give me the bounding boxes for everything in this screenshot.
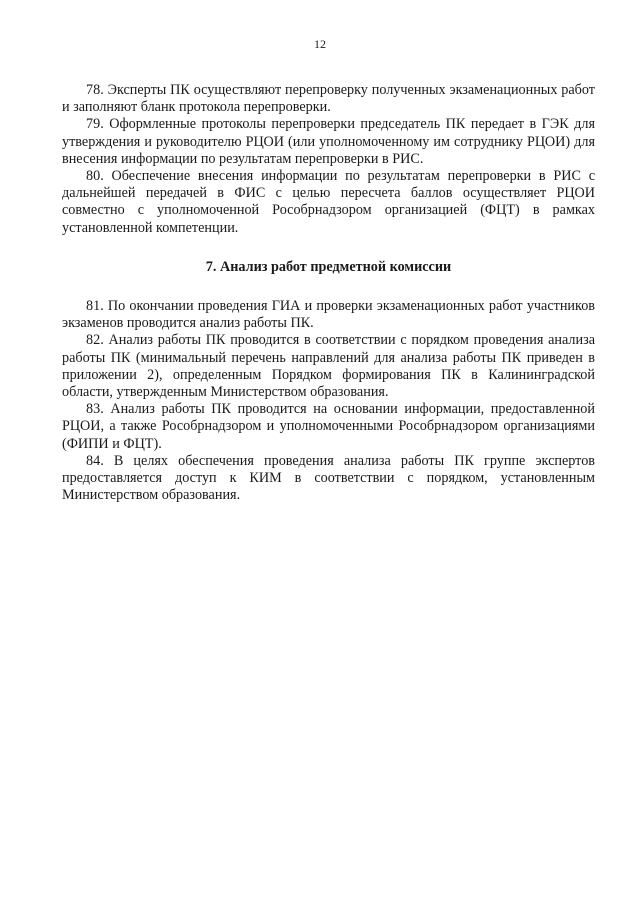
paragraph-79: 79. Оформленные протоколы перепроверки председатель ПК передает в ГЭК для утверждения и руководителю РЦОИ (или уполномоченному им сотруднику РЦОИ) для внесения информации по результатам перепроверки в РИС. <box>62 116 595 167</box>
paragraph-80: 80. Обеспечение внесения информации по результатам перепроверки в РИС с дальнейшей передачей в ФИС с целью пересчета баллов осуществляет РЦОИ совместно с уполномоченной Рособрнадзором организацией (ФЦТ) в рамках установленной компетенции. <box>62 168 595 236</box>
paragraph-84: 84. В целях обеспечения проведения анализа работы ПК группе экспертов предоставляется доступ к КИМ в соответствии с порядком, установленным Министерством образования. <box>62 452 595 504</box>
paragraph-82: 82. Анализ работы ПК проводится в соответствии с порядком проведения анализа работы ПК (минимальный перечень направлений для анализа работы ПК приведен в приложении 2), определенным Порядком формирования ПК в Калининградской области, утвержденным Министерством образования. <box>62 332 595 401</box>
paragraph-78: 78. Эксперты ПК осуществляют перепроверку полученных экзаменационных работ и заполняют бланк протокола перепроверки. <box>62 82 595 116</box>
section-heading: 7. Анализ работ предметной комиссии <box>205 258 452 275</box>
paragraph-81: 81. По окончании проведения ГИА и проверки экзаменационных работ участников экзаменов проводится анализ работы ПК. <box>62 298 595 332</box>
page-number: 12 <box>314 37 326 51</box>
paragraph-83: 83. Анализ работы ПК проводится на основании информации, предоставленной РЦОИ, а также Рособрнадзором и уполномоченными Рособрнадзором организациями (ФИПИ и ФЦТ). <box>62 401 595 452</box>
document-body <box>62 82 595 504</box>
